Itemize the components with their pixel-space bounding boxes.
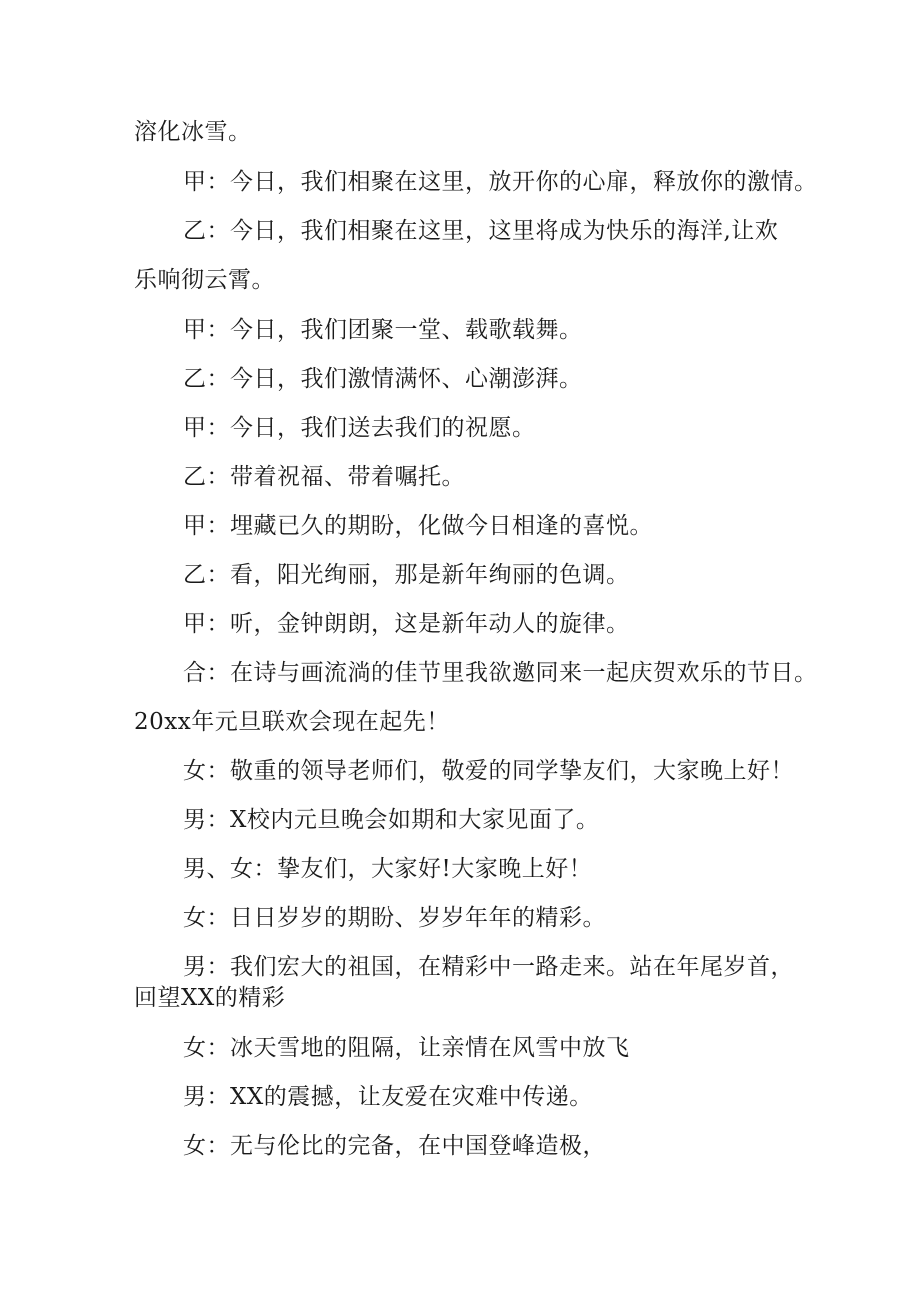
text-line-10: 乙：看，阳光绚丽，那是新年绚丽的色调。 bbox=[183, 562, 630, 588]
text-line-4: 乐响彻云霄。 bbox=[134, 267, 275, 293]
text-line-6: 乙：今日，我们激情满怀、心潮澎湃。 bbox=[183, 366, 583, 392]
text-line-3: 乙：今日，我们相聚在这里，这里将成为快乐的海洋,让欢 bbox=[183, 218, 779, 244]
text-line-18: 男：我们宏大的祖国，在精彩中一路走来。站在年尾岁首， bbox=[183, 954, 794, 980]
text-line-12: 合：在诗与画流淌的佳节里我欲邀同来一起庆贺欢乐的节日。 bbox=[183, 660, 818, 686]
text-line-19: 回望XX的精彩 bbox=[134, 985, 286, 1011]
text-line-11: 甲：听，金钟朗朗，这是新年动人的旋律。 bbox=[183, 611, 630, 637]
text-line-14: 女：敬重的领导老师们，敬爱的同学挚友们，大家晚上好！ bbox=[183, 758, 794, 784]
text-line-13: 20xx年元旦联欢会现在起先！ bbox=[134, 709, 450, 735]
text-line-2: 甲：今日，我们相聚在这里，放开你的心扉，释放你的激情。 bbox=[183, 169, 818, 195]
text-line-17: 女：日日岁岁的期盼、岁岁年年的精彩。 bbox=[183, 905, 606, 931]
text-line-7: 甲：今日，我们送去我们的祝愿。 bbox=[183, 415, 536, 441]
text-line-9: 甲：埋藏已久的期盼，化做今日相逢的喜悦。 bbox=[183, 513, 653, 539]
text-line-15: 男：X校内元旦晚会如期和大家见面了。 bbox=[183, 807, 600, 833]
text-line-22: 女：无与伦比的完备，在中国登峰造极， bbox=[183, 1133, 606, 1159]
text-line-16: 男、女：挚友们，大家好!大家晚上好！ bbox=[183, 856, 593, 882]
text-line-5: 甲：今日，我们团聚一堂、载歌载舞。 bbox=[183, 317, 583, 343]
text-line-8: 乙：带着祝福、带着嘱托。 bbox=[183, 464, 465, 490]
text-line-21: 男：XX的震撼，让友爱在灾难中传递。 bbox=[183, 1084, 593, 1110]
text-line-1: 溶化冰雪。 bbox=[134, 119, 252, 145]
text-line-20: 女：冰天雪地的阻隔，让亲情在风雪中放飞 bbox=[183, 1035, 630, 1061]
